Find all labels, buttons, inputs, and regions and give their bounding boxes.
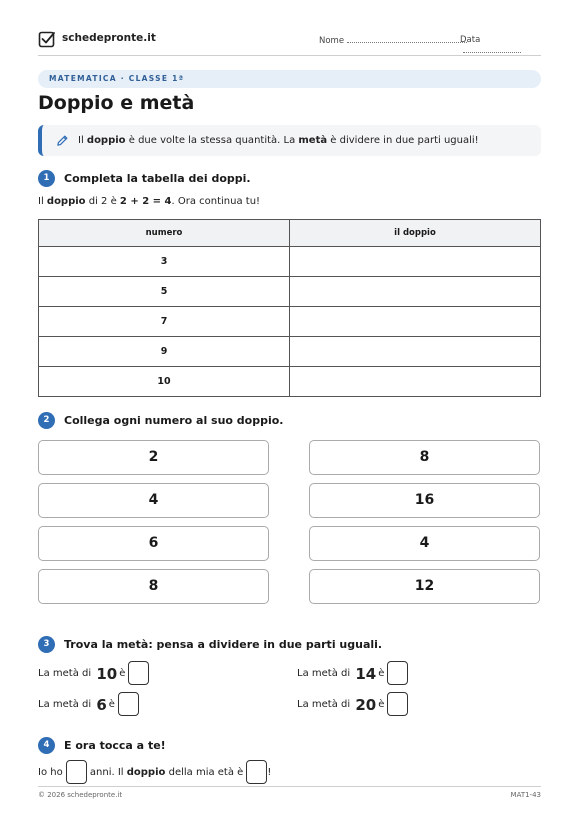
column-header-numero: numero [39,220,290,247]
age-text-1: Io ho [38,767,63,778]
copyright: © 2026 schedepronte.it [38,791,123,799]
example-calc: 2 + 2 = 4 [119,196,172,207]
age-term: doppio [126,767,166,778]
date-label: Data [460,35,481,45]
half-prefix: La metà di [297,699,351,710]
half-suffix: è [108,699,115,710]
match-left-item[interactable]: 4 [38,483,269,518]
section-2-heading [38,412,284,430]
info-term-meta: metà [298,135,328,146]
table-cell-answer[interactable] [290,247,541,277]
date-field[interactable] [460,35,541,56]
date-line[interactable] [463,45,521,53]
section-4-title: E ora tocca a te! [64,739,166,752]
info-text-pre: Il [78,135,87,146]
section-1-heading [38,170,251,188]
example-pre: Il [38,196,47,207]
age-answer-box[interactable] [66,760,87,784]
table-cell-number: 7 [39,307,290,337]
table-cell-answer[interactable] [290,337,541,367]
answer-box[interactable] [128,661,149,685]
age-text-2: anni. Il [89,767,124,778]
name-label: Nome [319,36,345,46]
table-header-row [39,220,541,247]
answer-box[interactable] [118,692,139,716]
section-1-title: Completa la tabella dei doppi. [64,172,251,185]
section-2-title: Collega ogni numero al suo doppio. [64,414,284,427]
table-row [39,247,541,277]
table-cell-answer[interactable] [290,277,541,307]
half-question [38,692,139,718]
match-right-item[interactable]: 4 [309,526,540,561]
doubles-table [38,219,541,397]
table-row [39,277,541,307]
half-prefix: La metà di [38,699,92,710]
info-text-mid: è due volte la stessa quantità. La [125,135,299,146]
half-question [297,661,408,687]
half-number: 6 [96,696,107,714]
answer-box[interactable] [387,661,408,685]
half-number: 14 [355,665,377,683]
section-3-heading [38,636,382,654]
page-header [38,30,541,56]
info-box [38,125,541,156]
half-suffix: è [378,668,385,679]
example-mid: di 2 è [85,196,120,207]
half-number: 20 [355,696,377,714]
table-cell-number: 10 [39,367,290,397]
brand-name: schedepronte.it [62,32,156,44]
table-cell-answer[interactable] [290,307,541,337]
worksheet-code: MAT1-43 [510,791,541,799]
info-term-doppio: doppio [86,135,126,146]
table-row [39,367,541,397]
half-number: 10 [96,665,118,683]
table-row [39,307,541,337]
age-text-4: ! [267,767,272,778]
name-field[interactable] [319,35,467,46]
page-footer [38,786,541,799]
match-left-item[interactable]: 2 [38,440,269,475]
section-2-badge: 2 [38,412,55,429]
half-question [297,692,408,718]
double-age-answer-box[interactable] [246,760,267,784]
section-3-title: Trova la metà: pensa a dividere in due parti uguali. [64,638,383,651]
match-right-item[interactable]: 8 [309,440,540,475]
table-row [39,337,541,367]
match-left-item[interactable]: 8 [38,569,269,604]
table-cell-number: 3 [39,247,290,277]
half-suffix: è [119,668,126,679]
section-1-example [38,196,260,207]
table-cell-number: 9 [39,337,290,367]
checkbox-logo-icon [38,30,56,48]
half-question [38,661,149,687]
info-text-post: è dividere in due parti uguali! [327,135,479,146]
answer-box[interactable] [387,692,408,716]
example-post: . Ora continua tu! [171,196,261,207]
match-right-item[interactable]: 12 [309,569,540,604]
match-left-item[interactable]: 6 [38,526,269,561]
section-4-heading [38,737,166,755]
table-cell-answer[interactable] [290,367,541,397]
age-text-3: della mia età è [168,767,244,778]
age-sentence [38,760,271,784]
match-right-item[interactable]: 16 [309,483,540,518]
example-term: doppio [46,196,86,207]
subject-bar: MATEMATICA · CLASSE 1ª [38,70,541,88]
pencil-icon [56,134,69,147]
table-cell-number: 5 [39,277,290,307]
column-header-doppio: il doppio [290,220,541,247]
half-prefix: La metà di [38,668,92,679]
section-1-badge: 1 [38,170,55,187]
section-3-badge: 3 [38,636,55,653]
section-4-badge: 4 [38,737,55,754]
half-prefix: La metà di [297,668,351,679]
name-line[interactable] [347,35,467,43]
page-title: Doppio e metà [38,92,195,114]
half-suffix: è [378,699,385,710]
